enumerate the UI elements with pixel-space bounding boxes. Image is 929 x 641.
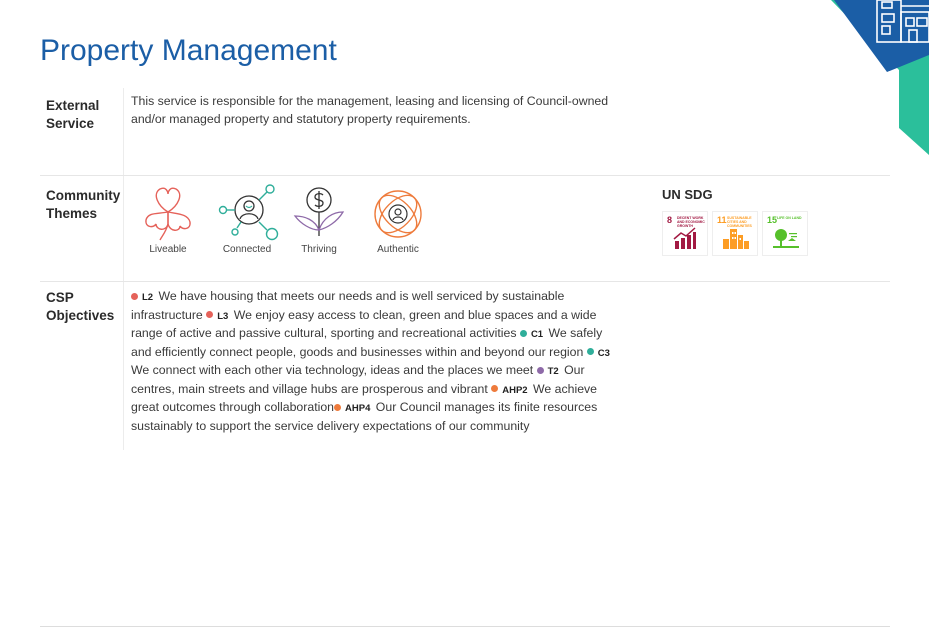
external-service-label: External Service xyxy=(46,98,100,131)
objective-dot xyxy=(520,330,527,337)
theme-authentic xyxy=(358,186,438,255)
theme-label: Thriving xyxy=(301,244,337,255)
csp-objectives-text xyxy=(131,288,626,435)
objective-dot xyxy=(537,367,544,374)
objective-code: L3 xyxy=(217,310,229,322)
theme-thriving xyxy=(279,184,359,255)
theme-label: Connected xyxy=(222,244,272,255)
objective-text: We enjoy easy access to clean, green and blue spaces and a wide range of active and passive cultural, sporting and recreational activities xyxy=(131,307,597,340)
theme-label: Authentic xyxy=(377,244,419,255)
page-title: Property Management xyxy=(40,34,337,67)
sdg-tile-8 xyxy=(662,211,708,256)
objective-dot xyxy=(131,293,138,300)
section-divider xyxy=(40,175,890,176)
un-sdg-title: UN SDG xyxy=(662,187,713,202)
objective-code: T2 xyxy=(547,366,559,377)
dollar-flower-icon xyxy=(289,184,349,242)
objective-text: Our centres, main streets and village hubs are prosperous and vibrant xyxy=(131,363,585,396)
objective-text: We safely and efficiently connect people, goods and businesses within and beyond our region xyxy=(131,326,603,359)
objective-text: We have housing that meets our needs and is well serviced by sustainable infrastructure xyxy=(131,289,565,322)
sdg-name: DECENT WORK AND ECONOMIC GROWTH xyxy=(677,216,705,228)
csp-objectives-label: CSP Objectives xyxy=(46,290,115,323)
objective-code: AHP4 xyxy=(345,403,371,414)
objective-dot xyxy=(491,385,498,392)
objective-dot xyxy=(334,404,341,411)
sdg-tile-15 xyxy=(762,211,808,256)
theme-connected xyxy=(207,184,287,255)
objective-code: AHP2 xyxy=(502,384,528,396)
shamrock-icon xyxy=(140,184,196,242)
objective-text: We achieve great outcomes through collaboration xyxy=(131,381,598,414)
tree-icon xyxy=(773,227,799,249)
column-divider xyxy=(123,88,124,450)
objective-code: C3 xyxy=(597,347,610,359)
sdg-number: 11 xyxy=(717,215,727,225)
objective-text: We connect with each other via technology, ideas and the places we meet xyxy=(131,363,534,377)
external-service-text: This service is responsible for the management, leasing and licensing of Council-owned and/or managed property and statutory property requirements. xyxy=(131,94,609,126)
network-person-icon xyxy=(215,184,279,244)
footer-divider xyxy=(40,626,890,627)
objective-code: C1 xyxy=(530,329,544,340)
growth-chart-icon xyxy=(673,227,697,249)
theme-liveable xyxy=(128,184,208,255)
objective-dot xyxy=(587,348,594,355)
community-themes-label: Community Themes xyxy=(46,188,121,221)
corner-building-graphic xyxy=(829,0,929,155)
theme-label: Liveable xyxy=(149,244,187,255)
sdg-tiles xyxy=(662,211,808,256)
orbit-person-icon xyxy=(370,186,426,242)
sdg-tile-11 xyxy=(712,211,758,256)
objective-text: Our Council manages its finite resources sustainably to support the service delivery expectations of our community xyxy=(131,400,598,433)
sdg-number: 8 xyxy=(667,215,673,225)
city-icon xyxy=(723,227,749,249)
sdg-name: SUSTAINABLE CITIES AND COMMUNITIES xyxy=(727,216,752,228)
section-divider xyxy=(40,281,890,282)
sdg-name: LIFE ON LAND xyxy=(777,216,802,220)
objective-dot xyxy=(206,311,213,318)
objective-code: L2 xyxy=(142,292,154,303)
sdg-number: 15 xyxy=(767,215,778,225)
